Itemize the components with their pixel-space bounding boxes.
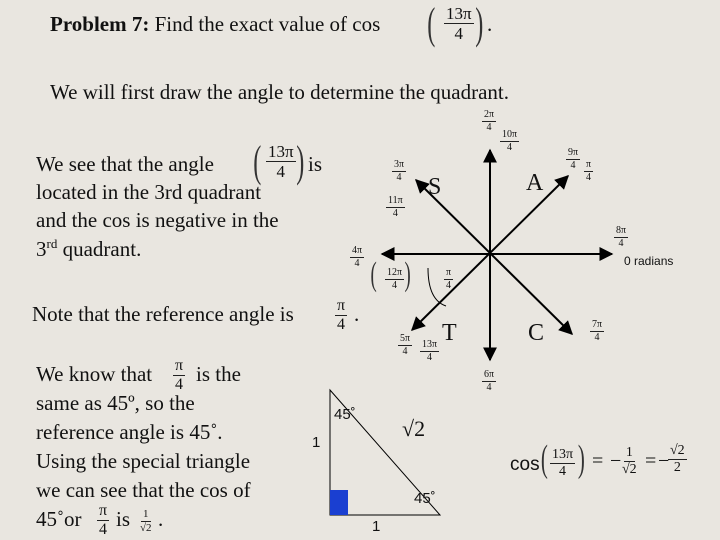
block1-frac-den: 4 xyxy=(276,162,286,181)
twelve-right-paren: ) xyxy=(404,256,411,293)
result-den: 4 xyxy=(559,464,567,479)
label-7pi-over-4: $\frac{7\pi}{4}$ xyxy=(592,319,603,343)
right-angle-square xyxy=(330,490,348,515)
result-fraction xyxy=(550,448,575,479)
left-paren: ( xyxy=(427,0,436,48)
quadrant-a: A xyxy=(526,170,544,196)
problem-frac-den: 4 xyxy=(454,24,464,43)
label-6pi-over-4: $\frac{6\pi}{4}$ xyxy=(484,369,495,393)
quadrant-c: C xyxy=(528,320,545,346)
result-r2-den: 2 xyxy=(673,460,681,475)
block2-l6-rden: √2 xyxy=(140,522,152,534)
label-8pi-over-4: $\frac{8\pi}{4}$ xyxy=(616,225,627,249)
block2-l1-den: 4 xyxy=(175,376,184,393)
diagonal-135-315 xyxy=(416,180,572,334)
block2-l3: reference angle is 45˚. xyxy=(36,420,223,444)
quadrant-s: S xyxy=(428,174,442,200)
result-left-paren: ( xyxy=(540,438,548,480)
right-paren: ) xyxy=(475,0,484,48)
label-4pi-over-4: $\frac{4\pi}{4}$ xyxy=(352,245,363,269)
label-12pi-over-4: $\frac{12\pi}{4}$ xyxy=(387,267,403,291)
label-11pi-over-4: $\frac{11\pi}{4}$ xyxy=(388,195,403,219)
triangle-left-side: 1 xyxy=(312,434,321,451)
result-frac-2 xyxy=(668,444,687,475)
note-frac-num: π xyxy=(337,297,346,314)
triangle-angle-top: 45˚ xyxy=(334,406,356,423)
label-10pi-over-4: $\frac{10\pi}{4}$ xyxy=(502,129,518,153)
block2-l6-num: π xyxy=(99,502,108,519)
result-r2-num: √2 xyxy=(670,443,685,458)
label-5pi-over-4: $\frac{5\pi}{4}$ xyxy=(400,333,411,357)
label-pi-over-4: $\frac{\pi}{4}$ xyxy=(586,159,592,183)
note-text: Note that the reference angle is xyxy=(32,302,294,326)
triangle-bottom-side: 1 xyxy=(372,518,381,535)
result-minus-1: − xyxy=(610,450,622,472)
problem-text: Find the exact value of cos xyxy=(154,12,381,36)
block1-line1b: is xyxy=(308,152,323,176)
result-equals-1: = xyxy=(592,450,604,472)
note-period: . xyxy=(354,302,360,326)
result-equals-2: = xyxy=(645,450,657,472)
label-9pi-over-4: $\frac{9\pi}{4}$ xyxy=(568,147,579,171)
block2-l6a: 45˚or xyxy=(36,507,82,531)
label-zero-radians: 0 radians xyxy=(624,254,674,268)
triangle-hypotenuse: √2 xyxy=(402,416,426,441)
triangle-angle-bottom: 45˚ xyxy=(414,490,436,507)
block2-l1b: is the xyxy=(196,362,241,386)
block2-l6-end: . xyxy=(158,507,164,531)
result-frac-1 xyxy=(622,446,637,477)
block2-l4: Using the special triangle xyxy=(36,449,251,473)
block2-l1a: We know that xyxy=(36,362,153,386)
problem-frac-num: 13π xyxy=(446,4,472,23)
intro-text: We will first draw the angle to determine the quadrant. xyxy=(50,80,509,104)
block2-l6b: is xyxy=(116,507,131,531)
result-r1-num: 1 xyxy=(625,445,633,460)
block1-left-paren: ( xyxy=(253,137,262,186)
note-frac-den: 4 xyxy=(337,316,346,333)
block1-line1a: We see that the angle xyxy=(36,152,214,176)
label-2pi-over-4: $\frac{2\pi}{4}$ xyxy=(484,109,495,133)
block1-right-paren: ) xyxy=(296,137,305,186)
block1-line4-rest: quadrant. xyxy=(57,237,142,261)
result-minus-2: − xyxy=(658,450,670,472)
block1-frac-num: 13π xyxy=(268,142,294,161)
twelve-left-paren: ( xyxy=(370,256,377,293)
block2-l5: we can see that the cos of xyxy=(36,478,251,502)
block1-line4-sup: rd xyxy=(46,236,58,251)
block1-line3: and the cos is negative in the xyxy=(36,208,279,232)
block1-line2: located in the 3rd quadrant xyxy=(36,180,262,204)
block2-l6-rnum: 1 xyxy=(143,508,149,520)
quadrant-t: T xyxy=(442,320,457,346)
result-r1-den: √2 xyxy=(622,462,637,477)
block2-l1-num: π xyxy=(175,357,184,374)
label-13pi-over-4: $\frac{13\pi}{4}$ xyxy=(422,339,438,363)
block2-l6-den: 4 xyxy=(99,521,108,538)
problem-label: Problem 7: xyxy=(50,12,150,36)
block2-l2: same as 45º, so the xyxy=(36,391,195,415)
label-3pi-over-4: $\frac{3\pi}{4}$ xyxy=(394,159,405,183)
result-cos: cos xyxy=(510,454,540,475)
label-ref-pi-over-4: $\frac{\pi}{4}$ xyxy=(446,267,452,291)
result-right-paren: ) xyxy=(577,438,585,480)
result-num: 13π xyxy=(552,447,574,462)
problem-period: . xyxy=(487,12,493,36)
block1-line4-num: 3 xyxy=(36,237,47,261)
